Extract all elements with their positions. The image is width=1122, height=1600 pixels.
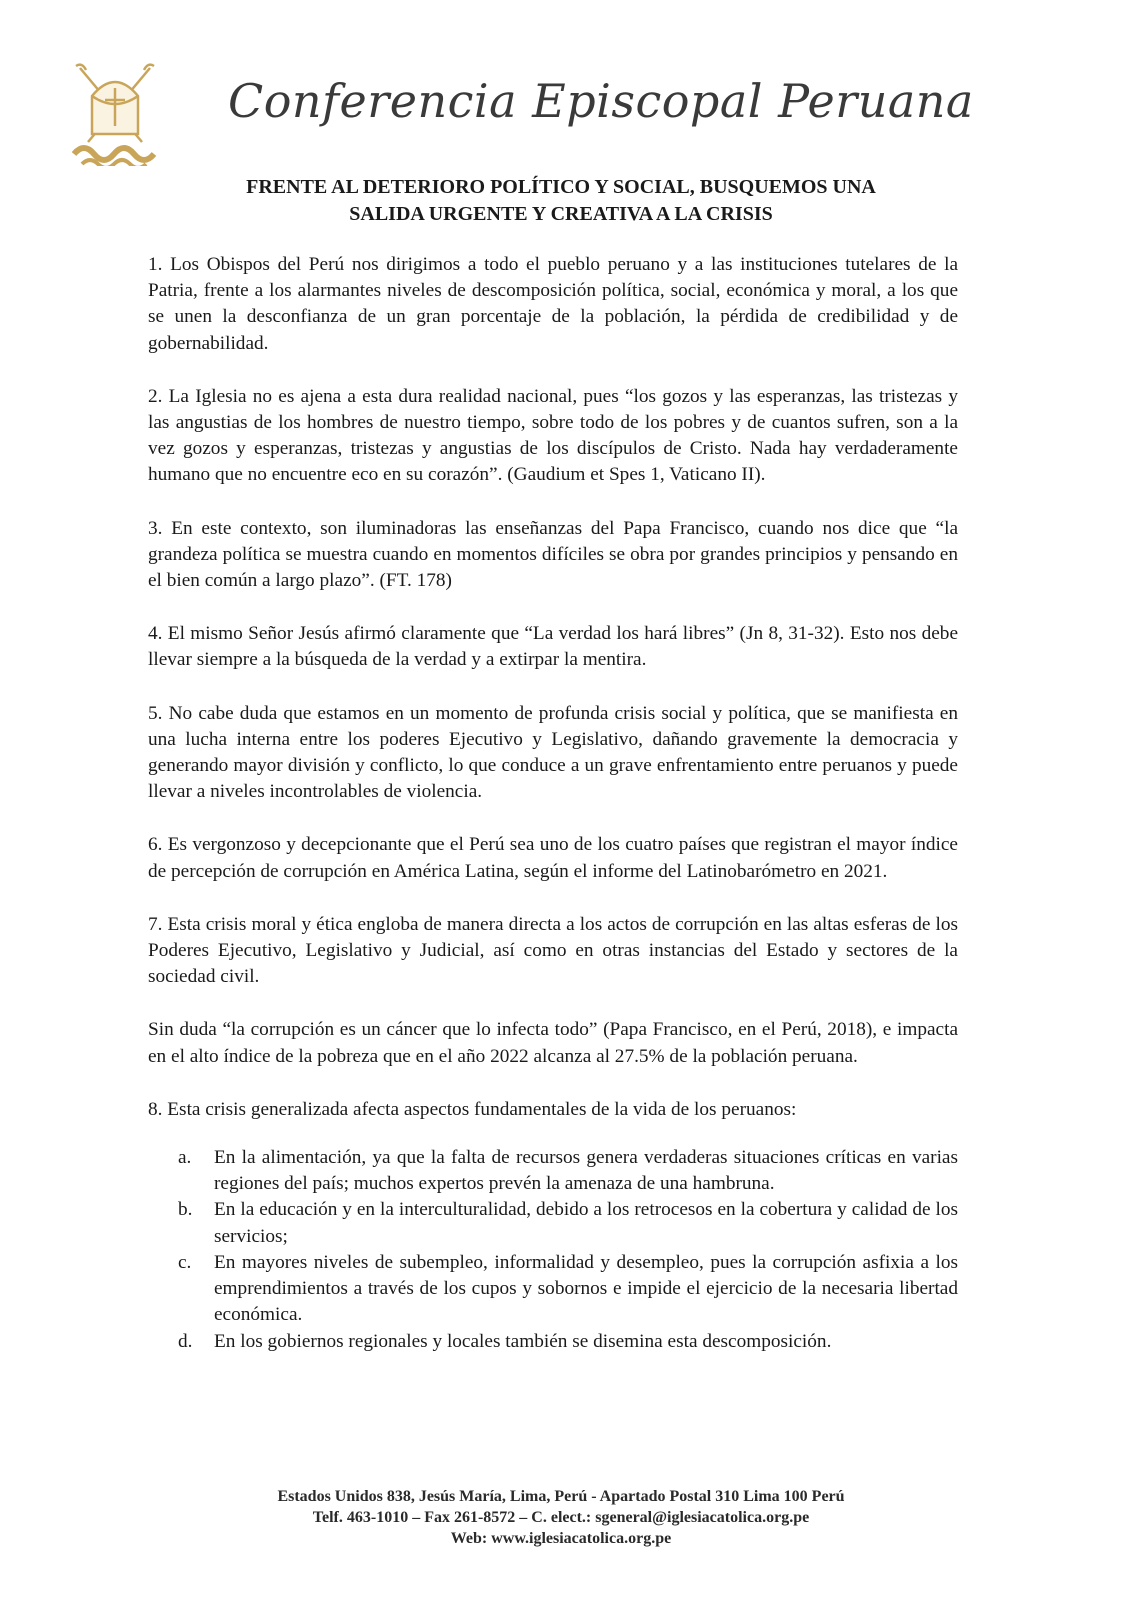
episcopal-crest-logo — [72, 62, 158, 166]
list-item-text: En los gobiernos regionales y locales también se disemina esta descomposición. — [214, 1330, 832, 1352]
document-body — [148, 252, 958, 1355]
paragraph-7-continued: Sin duda “la corrupción es un cáncer que lo infecta todo” (Papa Francisco, en el Perú, 2018), e impacta en el alto índice de la pobreza que en el año 2022 alcanza al 27.5% de la población peruana. — [148, 1019, 958, 1067]
paragraph-6: 6. Es vergonzoso y decepcionante que el Perú sea uno de los cuatro países que registran el mayor índice de percepción de corrupción en América Latina, según el informe del Latinobarómetro en 2021. — [148, 834, 958, 882]
footer-website: Web: www.iglesiacatolica.org.pe — [450, 1530, 672, 1547]
paragraph-3: 3. En este contexto, son iluminadoras las enseñanzas del Papa Francisco, cuando nos dice que “la grandeza política se muestra cuando en momentos difíciles se obra por grandes principios y pensando en el bien común a largo plazo”. (FT. 178) — [148, 517, 958, 592]
paragraph-7: 7. Esta crisis moral y ética engloba de manera directa a los actos de corrupción en las altas esferas de los Poderes Ejecutivo, Legislativo y Judicial, así como en otras instancias del Estado y sectores de la sociedad civil. — [148, 913, 958, 988]
list-item-text: En la educación y en la interculturalidad, debido a los retrocesos en la cobertura y calidad de los servicios; — [214, 1199, 958, 1247]
list-item — [148, 1329, 958, 1355]
list-item — [148, 1145, 958, 1197]
list-marker: b. — [178, 1199, 193, 1221]
organization-name: Conferencia Episcopal Peruana — [228, 74, 974, 128]
paragraph-5: 5. No cabe duda que estamos en un momento de profunda crisis social y política, que se manifiesta en una lucha interna entre los poderes Ejecutivo y Legislativo, dañando gravemente la democracia y generando mayor división y conflicto, lo que conduce a un grave enfrentamiento entre peruanos y puede llevar a niveles incontrolables de violencia. — [148, 702, 958, 803]
paragraph-4: 4. El mismo Señor Jesús afirmó claramente que “La verdad los hará libres” (Jn 8, 31-32). Esto nos debe llevar siempre a la búsqueda de la verdad y a extirpar la mentira. — [148, 623, 958, 671]
title-line-2: SALIDA URGENTE Y CREATIVA A LA CRISIS — [349, 203, 773, 225]
list-marker: a. — [178, 1147, 192, 1169]
paragraph-1: 1. Los Obispos del Perú nos dirigimos a todo el pueblo peruano y a las instituciones tutelares de la Patria, frente a los alarmantes niveles de descomposición política, social, económica y moral, a los que se unen la desconfianza de un gran porcentaje de la población, la pérdida de credibilidad y de gobernabilidad. — [148, 254, 958, 354]
list-item-text: En la alimentación, ya que la falta de recursos genera verdaderas situaciones críticas en varias regiones del país; muchos expertos prevén la amenaza de una hambruna. — [214, 1147, 958, 1195]
list-item — [148, 1250, 958, 1329]
letterhead — [72, 62, 972, 172]
document-title — [0, 174, 1122, 228]
title-line-1: FRENTE AL DETERIORO POLÍTICO Y SOCIAL, BUSQUEMOS UNA — [246, 176, 876, 198]
paragraph-2: 2. La Iglesia no es ajena a esta dura realidad nacional, pues “los gozos y las esperanzas, las tristezas y las angustias de los hombres de nuestro tiempo, sobre todo de los pobres y de cuantos sufren, son a la vez gozos y esperanzas, tristezas y angustias de los discípulos de Cristo. Nada hay verdaderamente humano que no encuentre eco en su corazón”. (Gaudium et Spes 1, Vaticano II). — [148, 385, 958, 486]
list-marker: c. — [178, 1251, 192, 1273]
list — [148, 1145, 958, 1355]
footer-address: Estados Unidos 838, Jesús María, Lima, Perú - Apartado Postal 310 Lima 100 Perú — [277, 1488, 845, 1505]
paragraph-8: 8. Esta crisis generalizada afecta aspectos fundamentales de la vida de los peruanos: — [148, 1098, 797, 1120]
footer-contact — [0, 1486, 1122, 1549]
footer-phone-email: Telf. 463-1010 – Fax 261-8572 – C. elect.: sgeneral@iglesiacatolica.org.pe — [312, 1509, 810, 1526]
list-marker: d. — [178, 1330, 193, 1352]
list-item — [148, 1197, 958, 1249]
list-item-text: En mayores niveles de subempleo, informalidad y desempleo, pues la corrupción asfixia a los emprendimientos a través de los cupos y sobornos e impide el ejercicio de la necesaria libertad económica. — [214, 1251, 958, 1326]
